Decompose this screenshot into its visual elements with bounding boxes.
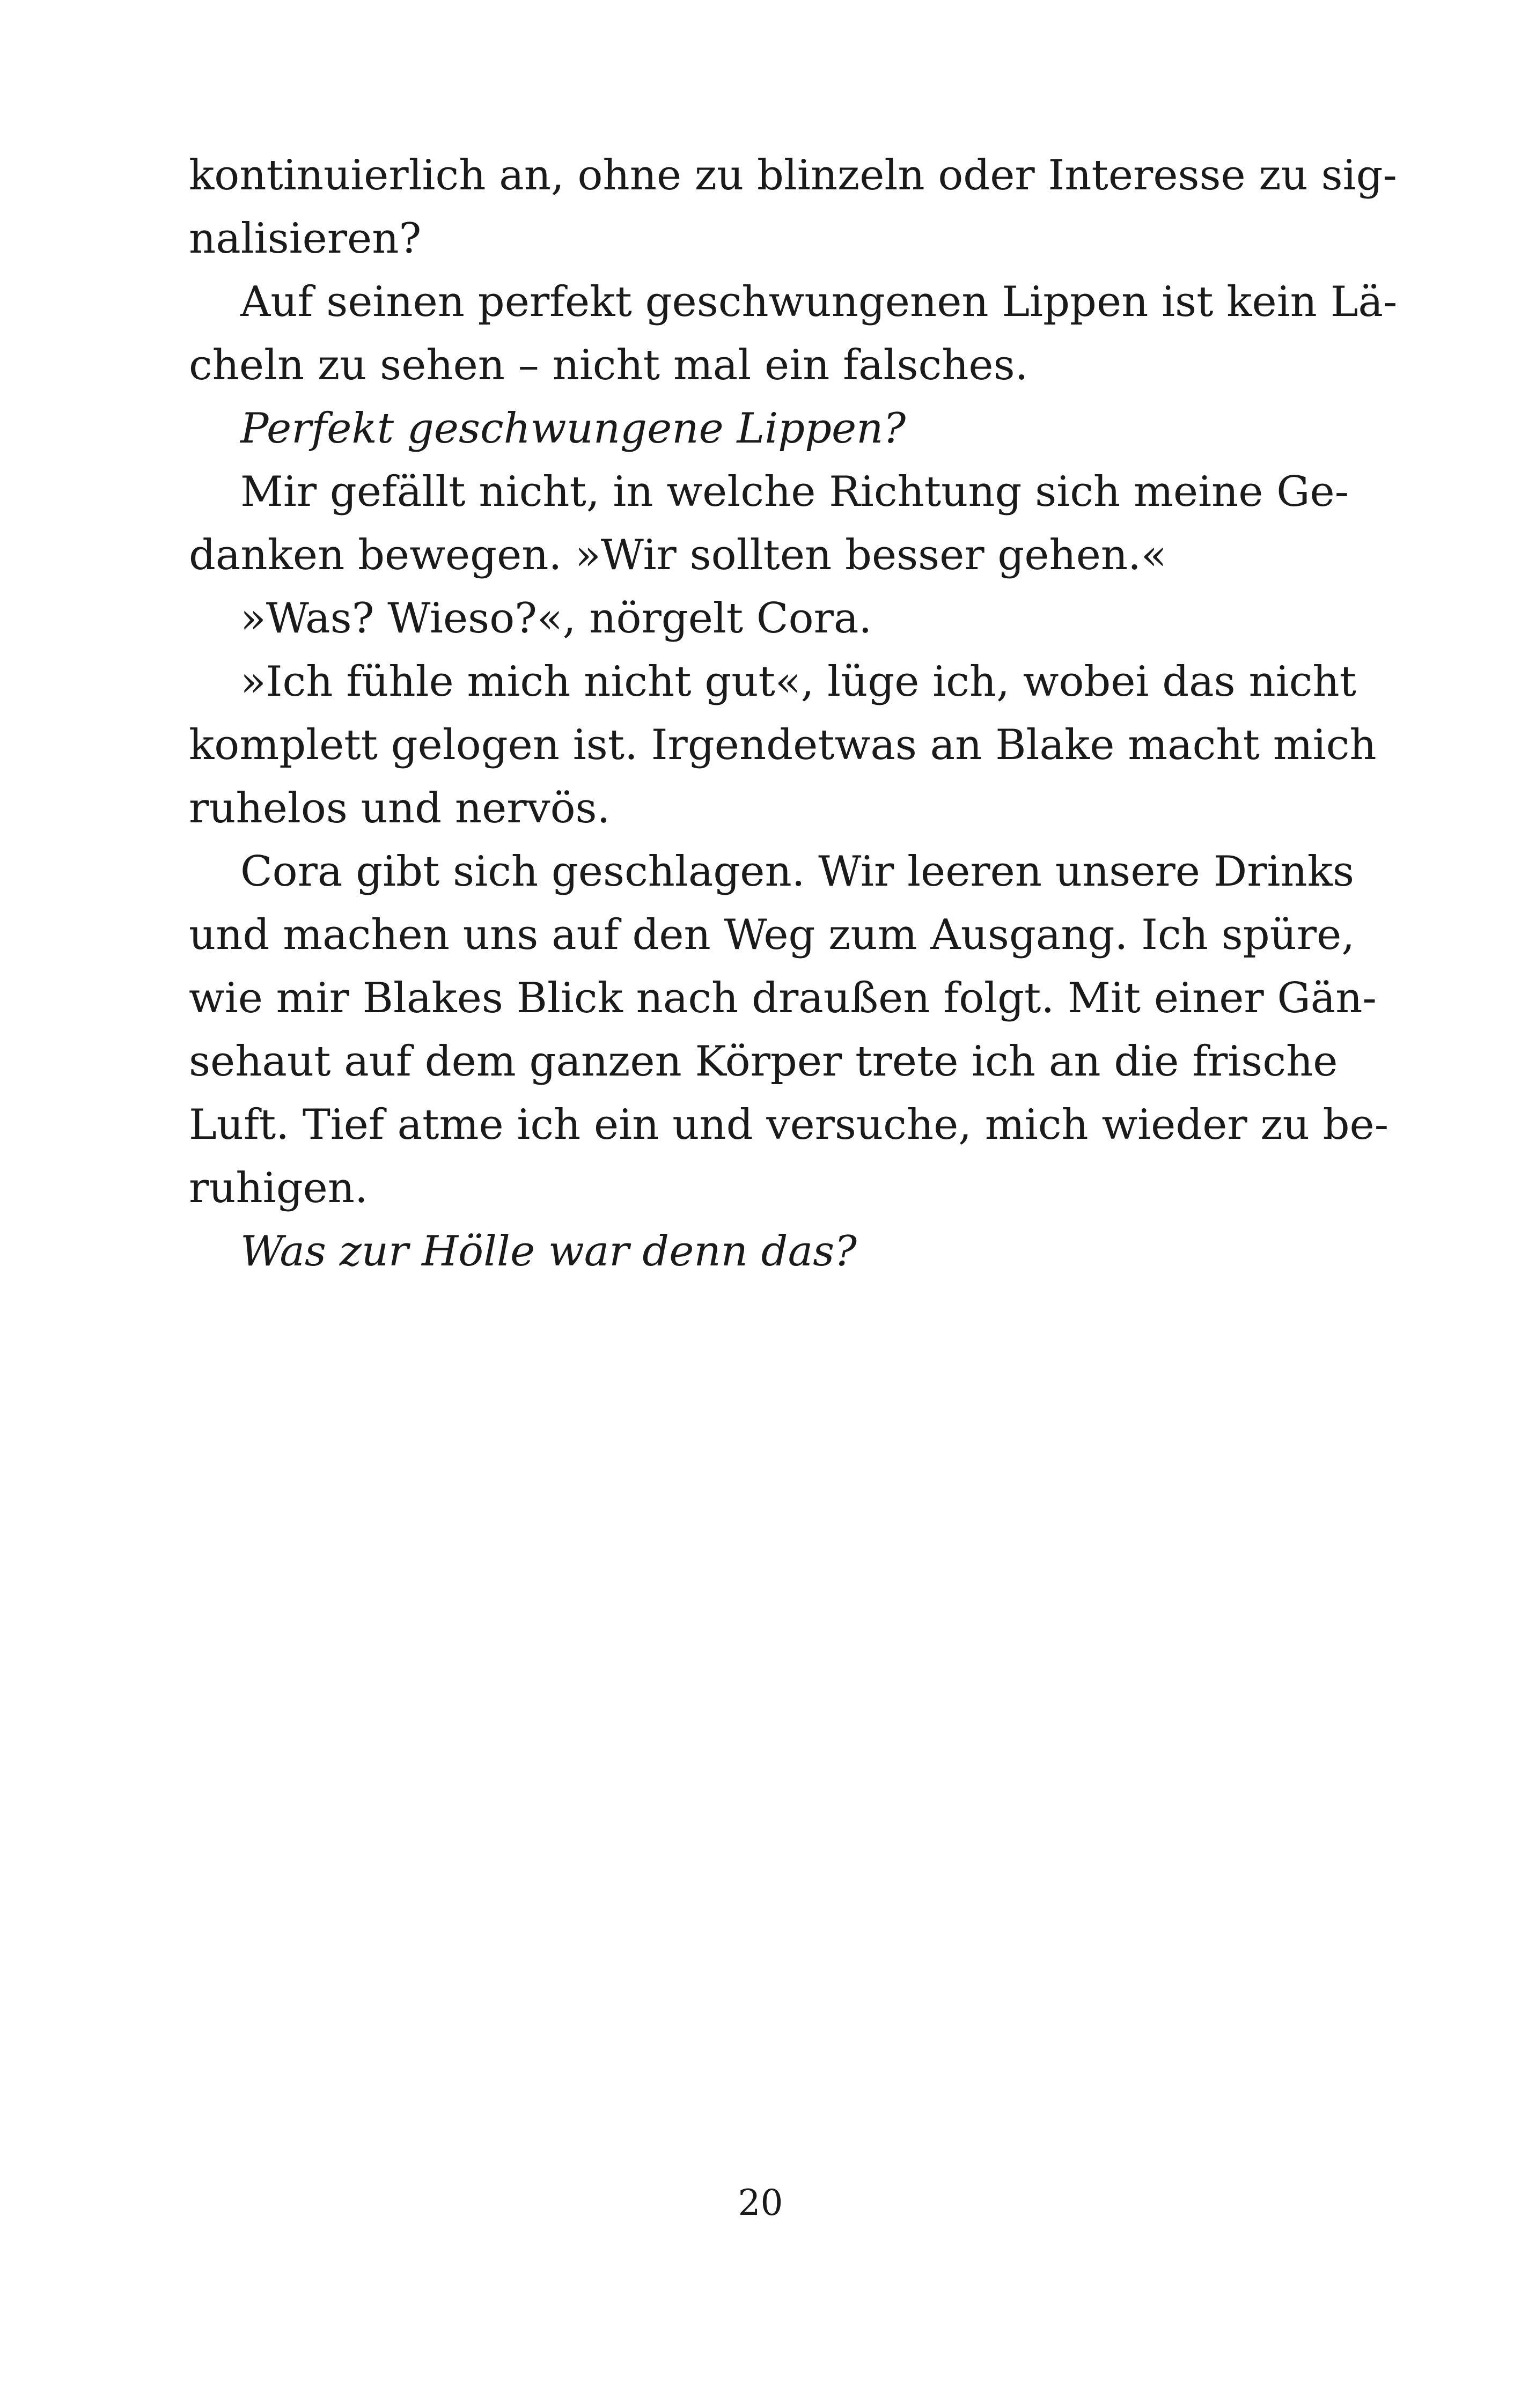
text-line-italic: Was zur Hölle war denn das?: [240, 1227, 857, 1276]
text-line: kontinuierlich an, ohne zu blinzeln oder Interesse zu sig-: [189, 151, 1397, 200]
text-line: ruhelos und nervös.: [189, 784, 611, 833]
text-line: wie mir Blakes Blick nach draußen folgt. Mit einer Gän-: [189, 974, 1377, 1022]
body-text: [189, 144, 1398, 1283]
text-line: komplett gelogen ist. Irgendetwas an Blake macht mich: [189, 721, 1377, 769]
text-line: cheln zu sehen – nicht mal ein falsches.: [189, 341, 1028, 389]
text-line: »Ich fühle mich nicht gut«, lüge ich, wobei das nicht: [240, 658, 1356, 706]
text-line: ruhigen.: [189, 1164, 368, 1212]
text-line: Mir gefällt nicht, in welche Richtung sich meine Ge-: [240, 468, 1349, 516]
text-line: nalisieren?: [189, 215, 422, 263]
text-line: sehaut auf dem ganzen Körper trete ich an die frische: [189, 1037, 1338, 1086]
text-line: »Was? Wieso?«, nörgelt Cora.: [240, 594, 872, 643]
text-line: danken bewegen. »Wir sollten besser gehen.«: [189, 531, 1167, 579]
text-line-italic: Perfekt geschwungene Lippen?: [240, 404, 906, 453]
page-number: 20: [738, 2182, 783, 2223]
text-line: Cora gibt sich geschlagen. Wir leeren unsere Drinks: [240, 848, 1355, 896]
text-line: und machen uns auf den Weg zum Ausgang. Ich spüre,: [189, 911, 1355, 959]
text-line: Luft. Tief atme ich ein und versuche, mich wieder zu be-: [189, 1101, 1389, 1149]
text-line: Auf seinen perfekt geschwungenen Lippen ist kein Lä-: [240, 278, 1398, 326]
